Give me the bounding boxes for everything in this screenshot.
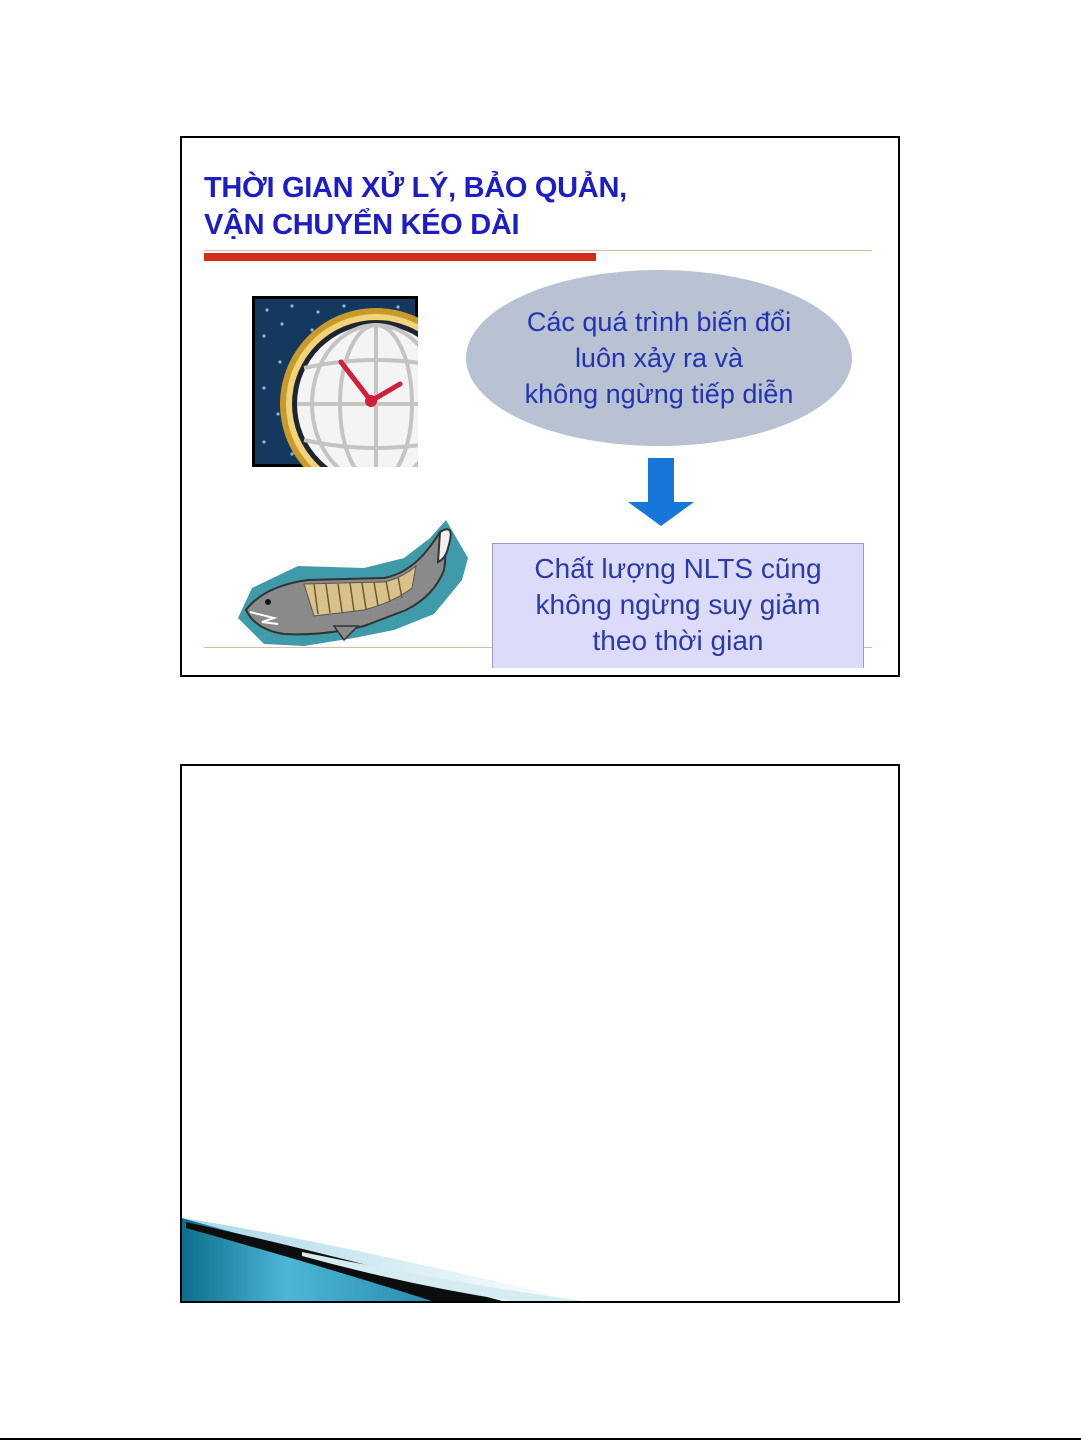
page-bottom-rule xyxy=(0,1438,1081,1440)
quality-box-text: Chất lượng NLTS cũng không ngừng suy giảm theo thời gian xyxy=(534,553,822,656)
slide-title xyxy=(204,170,627,244)
clock-icon xyxy=(252,296,418,467)
title-underline-thin xyxy=(204,250,872,251)
process-ellipse xyxy=(466,270,852,446)
slide-title-line-2: VẬN CHUYỂN KÉO DÀI xyxy=(204,209,520,241)
down-arrow-icon xyxy=(628,458,694,526)
process-ellipse-text: Các quá trình biến đổi luôn xảy ra và không ngừng tiếp diễn xyxy=(524,307,794,409)
quality-box xyxy=(492,543,864,668)
slide-1 xyxy=(180,136,900,677)
slide-2 xyxy=(180,764,900,1303)
slide-title-line-1: THỜI GIAN XỬ LÝ, BẢO QUẢN, xyxy=(204,172,627,204)
title-underline-bar xyxy=(204,253,596,261)
corner-swoosh-decoration xyxy=(182,766,898,1301)
fish-icon xyxy=(234,518,468,646)
